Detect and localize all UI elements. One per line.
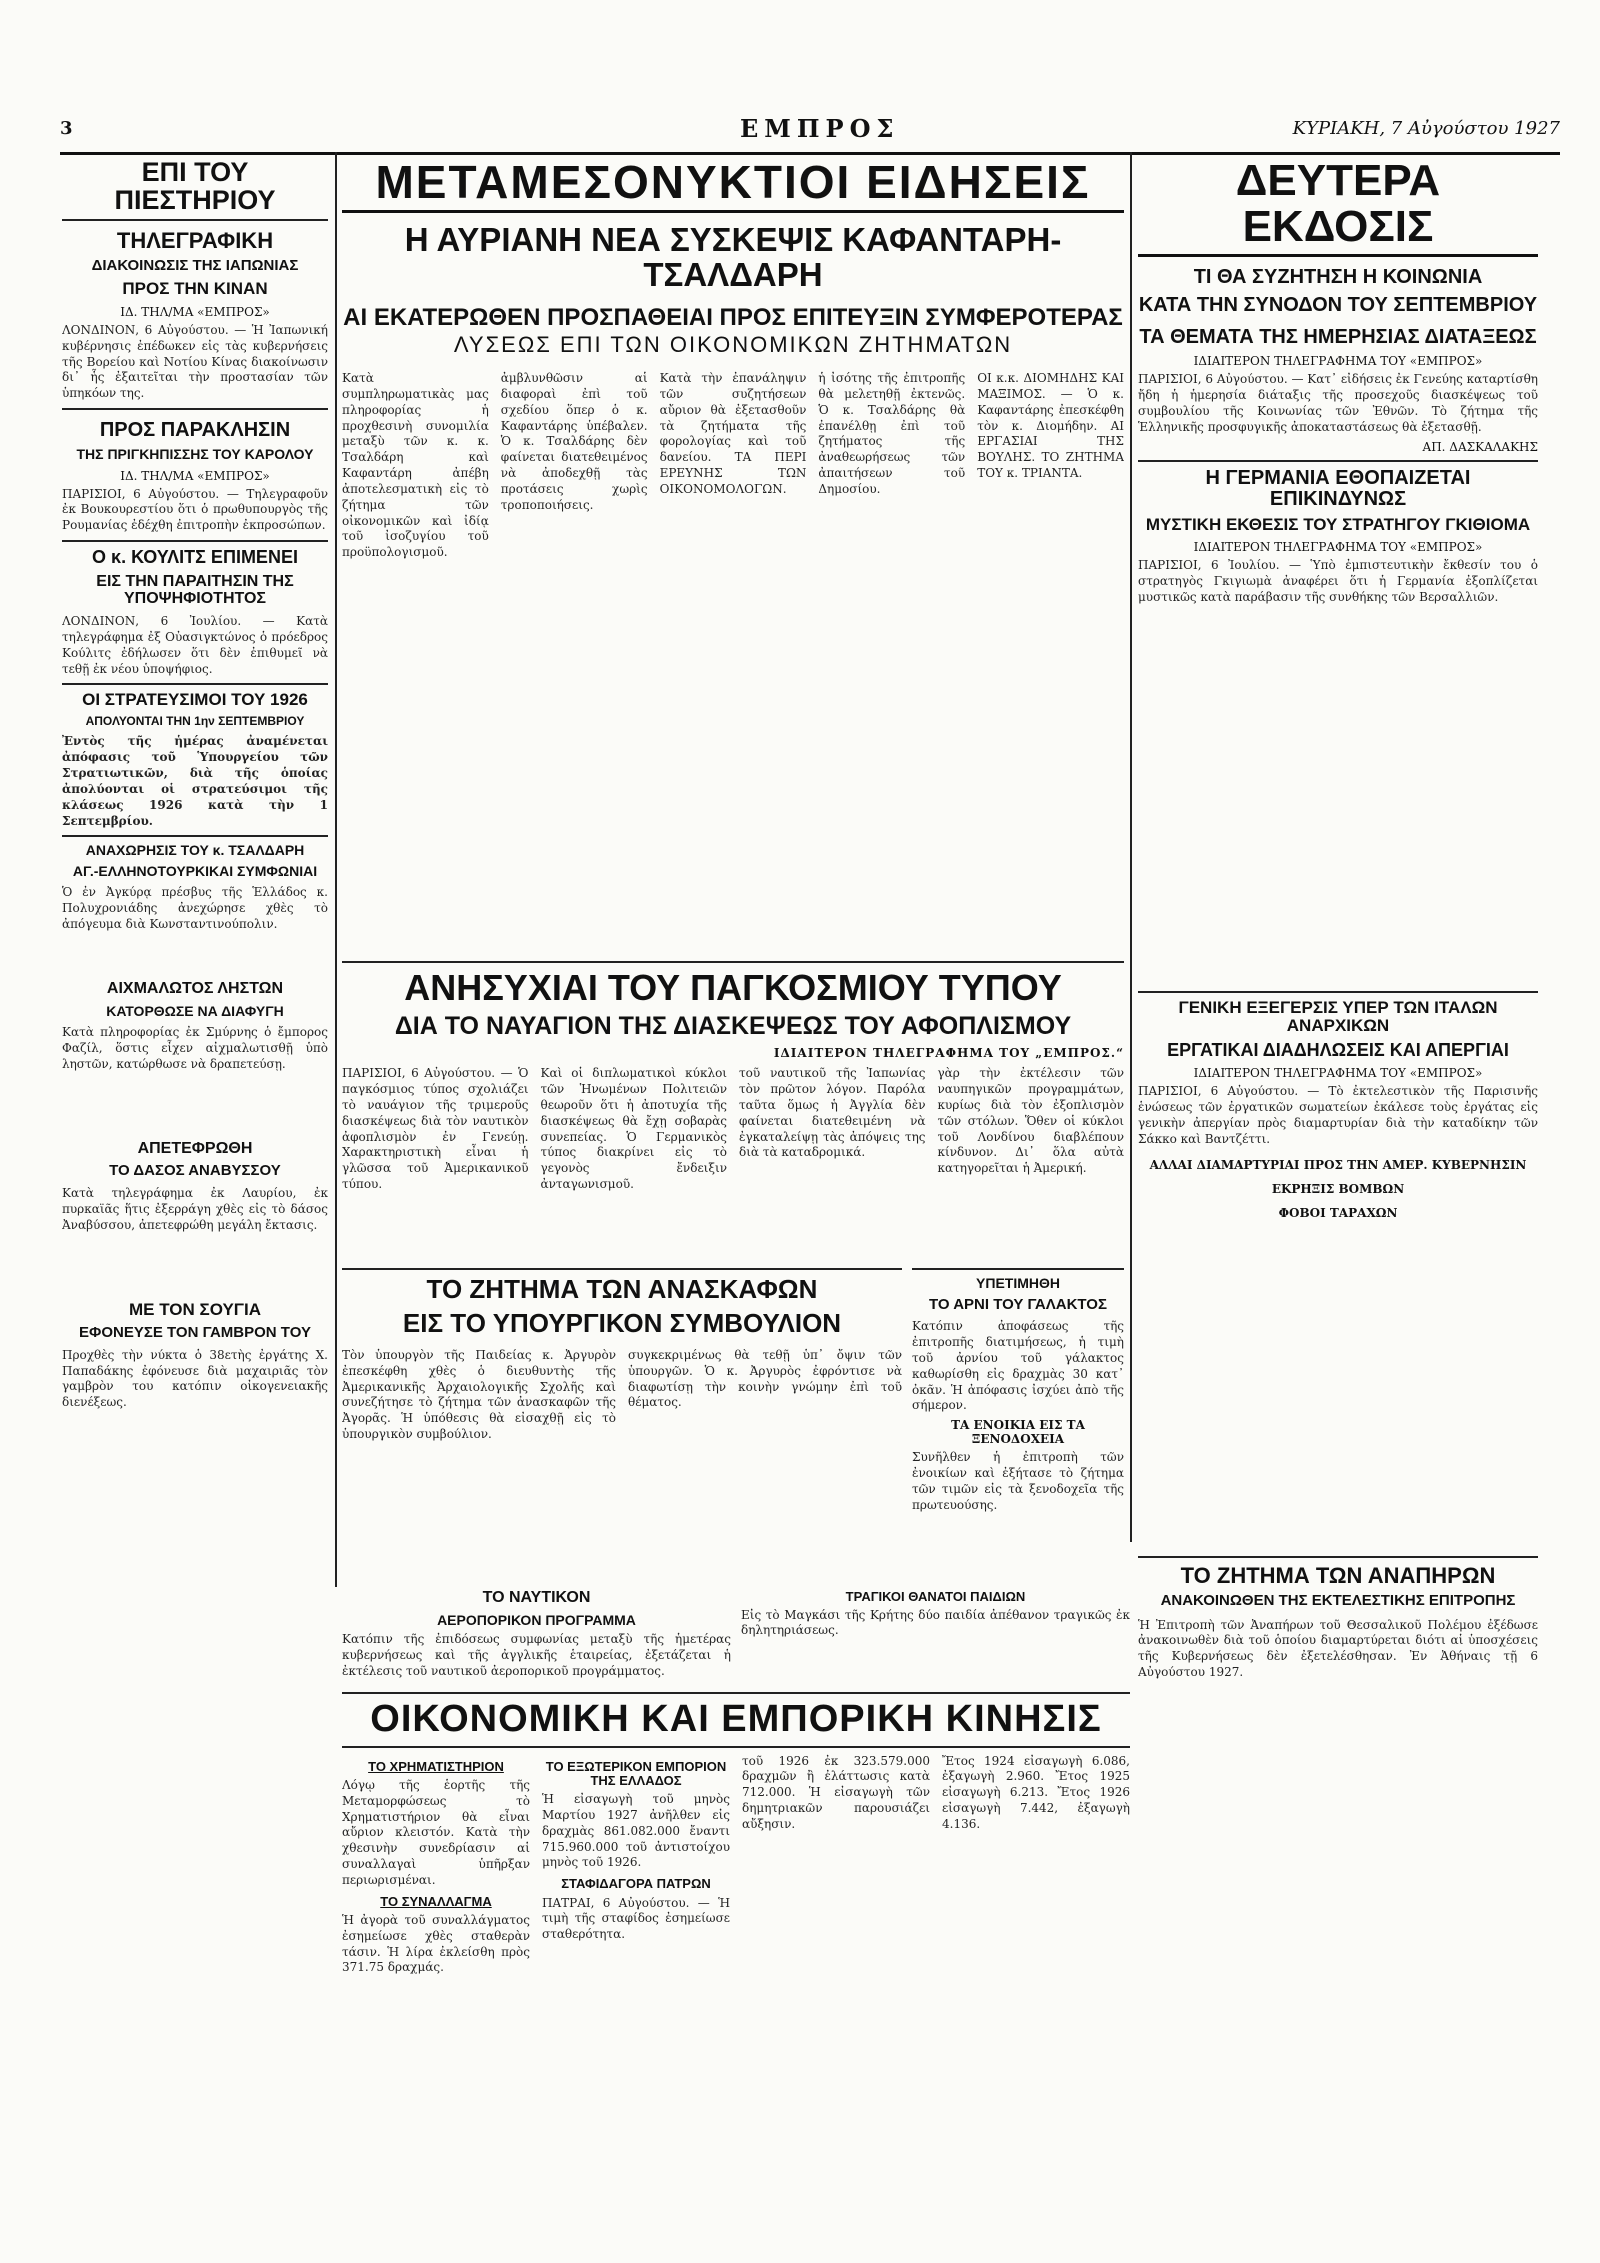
article-title: ΟΙ ΣΤΡΑΤΕΥΣΙΜΟΙ ΤΟΥ 1926 [82,690,308,710]
signature: ΑΠ. ΔΑΣΚΑΛΑΚΗΣ [1422,439,1538,454]
excav-columns [342,1348,902,1443]
article-body: Ἐντὸς τῆς ἡμέρας ἀναμένεται ἀπόφασις τοῦ Ὑπουργείου τῶν Στρατιωτικῶν, διὰ τῆς ὁποίας ἀπολύονται οἱ στρατεύσιμοι τῆς κλάσεως 1926 κατὰ τὴν 1 Σεπτεμβρίου. [62,734,328,828]
article-subtitle: ΑΠΟΛΥΟΝΤΑΙ ΤΗΝ 1ην ΣΕΠΤΕΜΒΡΙΟΥ [85,714,305,729]
article-title: ΤΗΛΕΓΡΑΦΙΚΗ [116,227,274,253]
dateline: ΙΔΙΑΙΤΕΡΟΝ ΤΗΛΕΓΡΑΦΗΜΑ ΤΟΥ «ΕΜΠΡΟΣ» [1193,354,1483,369]
article-body: Ἡ ἀγορὰ τοῦ συναλλάγματος ἐσημείωσε χθὲς σταθερὰν τάσιν. Ἡ λίρα ἐκλείσθη πρὸς 371.75 δραχμάς. [342,1912,530,1975]
article-body: Κατόπιν τῆς ἐπιδόσεως συμφωνίας μεταξὺ τῆς ἡμετέρας κυβερνήσεως καὶ τῆς ἀγγλικῆς ἑταιρείας, ἐξετάζεται ἡ ἐκτέλεσις τοῦ ναυτικοῦ ἀεροπορικοῦ προγράμματος. [342,1632,731,1678]
disarmament-story [342,955,1124,1255]
article-body: Λόγῳ τῆς ἑορτῆς τῆς Μεταμορφώσεως τὸ Χρηματιστήριον θὰ εἶναι αὔριον κλειστόν. Κατὰ τὴν χθεσινὴν συνεδρίασιν αἱ συναλλαγαὶ ὑπῆρξαν περιωρισμέναι. [342,1777,530,1887]
article-body: Κατὰ πληροφορίας ἐκ Σμύρνης ὁ ἔμπορος Φαζίλ, ὅστις εἶχεν αἰχμαλωτισθῇ ὑπὸ ληστῶν, κατώρθωσε νὰ δραπετεύσῃ. [62,1025,328,1071]
naval-program [342,1590,731,1680]
newspaper-name: ΕΜΠΡΟΣ [740,114,900,143]
article-subtitle: ΚΑΤΟΡΘΩΣΕ ΝΑ ΔΙΑΦΥΓΗ [106,1002,284,1019]
econ-column [742,1754,930,1977]
main-column-text: Κατὰ τὴν ἐπανάληψιν τῶν συζητήσεων αὔριον θὰ ἐξετασθοῦν τὰ ζητήματα τῆς φορολογίας καὶ τοῦ δανείου. ΤΑ ΠΕΡΙ ΕΡΕΥΝΗΣ ΤΩΝ ΟΙΚΟΝΟΜΟΛΟΓΩΝ. [659,371,807,496]
article-body: Κατὰ τηλεγράφημα ἐκ Λαυρίου, ἐκ πυρκαϊᾶς ἥτις ἐξερράγη χθὲς εἰς τὸ δάσος Ἀναβύσσου, ἀπετεφρώθη μεγάλη ἔκτασις. [62,1185,328,1232]
article-title: ΤΟ ΝΑΥΤΙΚΟΝ [482,1590,591,1606]
article-body: τοῦ 1926 ἐκ 323.579.000 δραχμῶν ἢ ἐλάττωσις κατὰ 712.000. Ἡ εἰσαγωγὴ τῶν δημητριακῶν παρουσιάζει αὔξησιν. [742,1753,930,1831]
economic-banner: ΟΙΚΟΝΟΜΙΚΗ ΚΑΙ ΕΜΠΟΡΙΚΗ ΚΙΝΗΣΙΣ [370,1697,1102,1740]
divider [62,835,328,837]
article-subtitle: ΕΡΓΑΤΙΚΑΙ ΔΙΑΔΗΛΩΣΕΙΣ ΚΑΙ ΑΠΕΡΓΙΑΙ [1167,1039,1509,1060]
article-subtitle: ΕΙΣ ΤΗΝ ΠΑΡΑΙΤΗΣΙΝ ΤΗΣ ΥΠΟΨΗΦΙΟΤΗΤΟΣ [96,572,294,608]
main-columns [342,371,1124,561]
divider [62,408,328,410]
article-subtitle: ΤΟ ΑΡΝΙ ΤΟΥ ΓΑΛΑΚΤΟΣ [929,1295,1107,1313]
divider [62,683,328,685]
article-subtitle: ΑΕΡΟΠΟΡΙΚΟΝ ΠΡΟΓΡΑΜΜΑ [437,1611,636,1628]
article-title: ΑΙΧΜΑΛΩΤΟΣ ΛΗΣΤΩΝ [106,979,284,997]
article-body: Κατόπιν ἀποφάσεως τῆς ἐπιτροπῆς διατιμήσεως, ἡ τιμὴ τοῦ ἀρνίου τοῦ γάλακτος καθωρίσθη εἰς δραχμὰς 30 κατ᾽ ὀκᾶν. Ἡ ἀπόφασις ἰσχύει ἀπὸ τῆς σήμερον. [912,1319,1124,1413]
divider [1138,991,1538,993]
article-subtitle: ΔΙΑΚΟΙΝΩΣΙΣ ΤΗΣ ΙΑΠΩΝΙΑΣ [91,256,299,274]
article-subtitle: ΠΡΟΣ ΤΗΝ ΚΙΝΑΝ [122,279,268,299]
masthead [60,112,1560,155]
article-subtitle: ΑΓ.-ΕΛΛΗΝΟΤΟΥΡΚΙΚΑΙ ΣΥΜΦΩΝΙΑΙ [72,863,318,880]
strikes-story [1138,985,1538,1545]
article-body: ΠΑΡΙΣΙΟΙ, 6 Αὐγούστου. — Κατ᾽ εἰδήσεις ἐκ Γενεύης καταρτίσθη ἤδη ἡ ἡμερησία διάταξις τῆς προσεχοῦς διασκέψεως τοῦ συμβουλίου τῆς Κοινωνίας τῶν Ἐθνῶν. Τὸ ζήτημα τῆς Ἑλληνικῆς προσφυγικῆς ἀποκαταστάσεως θὰ ἐξετασθῇ. [1138,372,1538,434]
divider [342,1268,902,1270]
left-column-header: ΕΠΙ ΤΟΥ ΠΙΕΣΤΗΡΙΟΥ [62,158,328,221]
article-title: ΤΙ ΘΑ ΣΥΖΗΤΗΣΗ Η ΚΟΙΝΩΝΙΑ [1193,266,1483,289]
article-subtitle: ΤΟ ΔΑΣΟΣ ΑΝΑΒΥΣΣΟΥ [109,1162,281,1180]
article-body: ΠΑΡΙΣΙΟΙ, 6 Ἰουλίου. — Ὑπὸ ἐμπιστευτικὴν ἔκθεσίν του ὁ στρατηγὸς Γκιγιωμὰ ἀναφέρει ὅτι ἡ Γερμανία ἐξοπλίζεται μυστικῶς κατὰ παράβασιν τῆς συνθήκης τῶν Βερσαλλιῶν. [1138,558,1538,605]
article-subtitle: ΤΗΣ ΠΡΙΓΚΗΠΙΣΣΗΣ ΤΟΥ ΚΑΡΟΛΟΥ [76,446,314,463]
column-text: Τὸν ὑπουργὸν τῆς Παιδείας κ. Ἀργυρὸν ἐπεσκέφθη χθὲς ὁ διευθυντὴς τῆς Ἀμερικανικῆς Ἀρχαιολογικῆς Σχολῆς καὶ συνεζήτησε τὸ ζήτημα τῶν ἀνασκαφῶν τῆς Ἀγορᾶς. Ἡ ὑπόθεσις θὰ εἰσαχθῇ εἰς τὸ ὑπουργικὸν συμβούλιον. [342,1347,616,1442]
lamb-price-story [912,1262,1124,1582]
article-body: Ἔτος 1924 εἰσαγωγὴ 6.086, ἐξαγωγὴ 2.960. Ἔτος 1925 εἰσαγωγὴ 6.213. Ἔτος 1926 εἰσαγωγὴ 7.442, ἐξαγωγὴ 4.136. [942,1753,1130,1831]
article-title: ΤΡΑΓΙΚΟΙ ΘΑΝΑΤΟΙ ΠΑΙΔΙΩΝ [845,1590,1026,1604]
article-subtitle: ΕΙΣ ΤΟ ΥΠΟΥΡΓΙΚΟΝ ΣΥΜΒΟΥΛΙΟΝ [402,1308,842,1339]
naval-paleon-row [342,1590,1130,1680]
article-body: ΠΑΤΡΑΙ, 6 Αὐγούστου. — Ἡ τιμὴ τῆς σταφίδος ἐσημείωσε σταθερότητα. [542,1895,730,1942]
economic-section [342,1590,1130,2230]
article-body: ΠΑΡΙΣΙΟΙ, 6 Αὐγούστου. — Τηλεγραφοῦν ἐκ Βουκουρεστίου ὅτι ὁ πρωθυπουργὸς τῆς Ρουμανίας ἐδέχθη ἐπιτροπὴν ἐκπροσώπων. [62,486,328,533]
article-subtitle: ΔΙΑ ΤΟ ΝΑΥΑΓΙΟΝ ΤΗΣ ΔΙΑΣΚΕΨΕΩΣ ΤΟΥ ΑΦΟΠΛΙΣΜΟΥ [394,1011,1072,1040]
invalids-story [1138,1550,1538,2220]
dateline: ΙΔΙΑΙΤΕΡΟΝ ΤΗΛΕΓΡΑΦΗΜΑ ΤΟΥ «ΕΜΠΡΟΣ» [1193,1066,1483,1081]
article-title: Η ΓΕΡΜΑΝΙΑ ΕΘΟΠΑΙΖΕΤΑΙ ΕΠΙΚΙΝΔΥΝΩΣ [1205,466,1471,510]
article-body: Ἡ εἰσαγωγὴ τοῦ μηνὸς Μαρτίου 1927 ἀνῆλθεν εἰς δραχμὰς 861.082.000 ἔναντι 715.960.000 τοῦ ἀντιστοίχου μηνὸς τοῦ 1926. [542,1792,730,1870]
article-subtitle: ΜΥΣΤΙΚΗ ΕΚΘΕΣΙΣ ΤΟΥ ΣΤΡΑΤΗΓΟΥ ΓΚΙΘΙΟΜΑ [1145,514,1531,534]
economic-columns [342,1754,1130,1977]
divider [1138,460,1538,462]
main-column-text: ἡ ἰσότης τῆς ἐπιτροπῆς θὰ μελετηθῇ ἐκτενῶς. Ὁ κ. Τσαλδάρης θὰ ἐπανέλθῃ ἐπὶ τοῦ ζητήματος τῆς ἀναθεωρήσεως τῶν ἀπαιτήσεων τοῦ Δημοσίου. [818,371,966,496]
column-text: τοῦ ναυτικοῦ τῆς Ἰαπωνίας τὸν πρῶτον λόγον. Παρόλα ταῦτα ὅμως ἡ Ἀγγλία δὲν φαίνεται διατεθειμένη νὰ ἐγκαταλείψῃ τὰς ἀπόψεις της διὰ τὰ καταδρομικά. [739,1066,926,1160]
column-text: Καὶ οἱ διπλωματικοὶ κύκλοι τῶν Ἡνωμένων Πολιτειῶν θεωροῦν ὅτι ἡ ἀποτυχία τῆς διασκέψεως θὰ ἔχῃ σοβαρὰς συνεπείας. Ὁ Γερμανικὸς τύπος διακρίνει εἰς τὸ γεγονὸς ἔνδειξιν ἀνταγωνισμοῦ. [540,1066,727,1192]
econ-column [942,1754,1130,1977]
article-body: ΛΟΝΔΙΝΟΝ, 6 Αὐγούστου. — Ἡ Ἰαπωνική κυβέρνησις ἐπέδωκεν εἰς τὰς κυβερνήσεις τῆς Βορείου καὶ Νοτίου Κίνας διακοίνωσιν δι᾽ ἧς ἐξαιτεῖται τὴν προστασίαν τῶν ὑπηκόων της. [62,322,328,401]
article-subtitle: ΑΝΑΚΟΙΝΩΘΕΝ ΤΗΣ ΕΚΤΕΛΕΣΤΙΚΗΣ ΕΠΙΤΡΟΠΗΣ [1160,1592,1516,1610]
dateline: ΙΔ. ΤΗΛ/ΜΑ «ΕΜΠΡΟΣ» [120,304,270,319]
main-headline: Η ΑΥΡΙΑΝΗ ΝΕΑ ΣΥΣΚΕΨΙΣ ΚΑΦΑΝΤΑΡΗ-ΤΣΑΛΔΑΡΗ [404,221,1062,293]
dateline: ΙΔΙΑΙΤΕΡΟΝ ΤΗΛΕΓΡΑΦΗΜΑ ΤΟΥ „ΕΜΠΡΟΣ.“ [773,1046,1124,1061]
article-title: ΜΕ ΤΟΝ ΣΟΥΓΙΑ [128,1300,262,1320]
dateline: ΙΔΙΑΙΤΕΡΟΝ ΤΗΛΕΓΡΑΦΗΜΑ ΤΟΥ «ΕΜΠΡΟΣ» [1193,540,1483,555]
article-title: ΤΟ ΖΗΤΗΜΑ ΤΩΝ ΑΝΑΣΚΑΦΩΝ [426,1274,818,1304]
second-edition-banner: ΔΕΥΤΕΡΑ ΕΚΔΟΣΙΣ [1138,158,1538,257]
article-subtitle: ΚΑΤΑ ΤΗΝ ΣΥΝΟΔΟΝ ΤΟΥ ΣΕΠΤΕΜΒΡΙΟΥ [1138,294,1538,317]
divider [342,961,1124,963]
column-text: ΠΑΡΙΣΙΟΙ, 6 Αὐγούστου. — Ὁ παγκόσμιος τύπος σχολιάζει τὸ ναυάγιον τῆς τριμεροῦς διασκέψεως διὰ τὸν ναυτικὸν ἀφοπλισμὸν ἐν Γενεύῃ. Χαρακτηριστικὴ εἶναι ἡ γλῶσσα τοῦ Ἀμερικανικοῦ τύπου. [342,1066,529,1192]
left-column [62,158,328,2228]
section-subhead: ΤΟ ΣΥΝΑΛΛΑΓΜΑ [380,1893,492,1909]
article-title: ΑΝΑΧΩΡΗΣΙΣ ΤΟΥ κ. ΤΣΑΛΔΑΡΗ [85,842,305,859]
econ-column [542,1754,730,1977]
column-rule [335,152,337,1587]
main-subhead: ΛΥΣΕΩΣ ΕΠΙ ΤΩΝ ΟΙΚΟΝΟΜΙΚΩΝ ΖΗΤΗΜΑΤΩΝ [453,331,1013,357]
article-body: Εἰς τὸ Μαγκάσι τῆς Κρήτης δύο παιδία ἀπέθανον τραγικῶς ἐκ δηλητηριάσεως. [741,1607,1130,1638]
paleon-story [741,1590,1130,1680]
article-subtitle: ΕΦΟΝΕΥΣΕ ΤΟΝ ΓΑΜΒΡΟΝ ΤΟΥ [79,1324,311,1342]
article-body: Ὁ ἐν Ἀγκύρᾳ πρέσβυς τῆς Ἑλλάδος κ. Πολυχρονιάδης ἀνεχώρησε χθὲς τὸ ἀπόγευμα διὰ Κωνσταντινούπολιν. [62,885,328,932]
main-column-text: Κατὰ συμπληρωματικὰς μας πληροφορίας ἡ προχθεσινὴ συνομιλία μεταξὺ τῶν κ. κ. Τσαλδάρη καὶ Καφαντάρη ἀπέβη ἀποτελεσματικὴ εἰς τὸ ζήτημα τῶν οἰκονομικῶν καὶ ἰδίᾳ τοῦ ἰσοζυγίου τοῦ προϋπολογισμοῦ. [342,371,489,560]
issue-date: ΚΥΡΙΑΚΗ, 7 Αὐγούστου 1927 [1292,118,1560,139]
section-subhead: ΤΟ ΕΞΩΤΕΡΙΚΟΝ ΕΜΠΟΡΙΟΝ ΤΗΣ ΕΛΛΑΔΟΣ [545,1758,727,1788]
article-subtitle: ΤΑ ΘΕΜΑΤΑ ΤΗΣ ΗΜΕΡΗΣΙΑΣ ΔΙΑΤΑΞΕΩΣ [1139,326,1537,349]
main-banner: ΜΕΤΑΜΕΣΟΝΥΚΤΙΟΙ ΕΙΔΗΣΕΙΣ [342,158,1124,213]
article-title: ΑΝΗΣΥΧΙΑΙ ΤΟΥ ΠΑΓΚΟΣΜΙΟΥ ΤΥΠΟΥ [404,967,1062,1008]
divider [342,1692,1130,1694]
article-body: ΛΟΝΔΙΝΟΝ, 6 Ἰουλίου. — Κατὰ τηλεγράφημα ἐξ Οὐασιγκτώνος ὁ πρόεδρος Κούλιτς ἐδήλωσεν ὅτι δὲν ἐπιθυμεῖ νὰ τεθῇ ἐκ νέου ὑποψήφιος. [62,614,328,676]
divider [62,540,328,542]
column-rule [1130,152,1132,1542]
article-title: Ο κ. ΚΟΥΛΙΤΣ ΕΠΙΜΕΝΕΙ [92,546,298,567]
main-column-text: ΟΙ κ.κ. ΔΙΟΜΗΔΗΣ ΚΑΙ ΜΑΞΙΜΟΣ. — Ὁ κ. Καφαντάρης ἐπεσκέφθη τὸν κ. Διομήδην. ΑΙ ΕΡΓΑΣΙΑΙ ΤΗΣ ΒΟΥΛΗΣ. ΤΟ ΖΗΤΗΜΑ ΤΟΥ κ. ΤΡΙΑΝΤΑ. [977,371,1124,481]
article-body: Προχθὲς τὴν νύκτα ὁ 38ετὴς ἐργάτης Χ. Παπαδάκης ἐφόνευσε διὰ μαχαιριᾶς τὸν γαμβρὸν του κατόπιν οἰκογενειακῆς διενέξεως. [62,1347,328,1410]
article-body: ΠΑΡΙΣΙΟΙ, 6 Αὐγούστου. — Τὸ ἐκτελεστικὸν τῆς Παρισινῆς ἑνώσεως τῶν ἐργατικῶν σωματείων ἐκάλεσε τοὺς ἐργάτας εἰς γενικὴν ἀπεργίαν πρὸς διαμαρτυρίαν διὰ τὴν καταδίκην τῶν Σάκκο καὶ Βαντζέττι. [1138,1084,1538,1146]
second-edition [1138,158,1538,978]
excavations-story [342,1262,902,1582]
dateline: ΙΔ. ΤΗΛ/ΜΑ «ΕΜΠΡΟΣ» [120,468,270,483]
column-text: γὰρ τὴν ἐκτέλεσιν τῶν ναυπηγικῶν προγραμμάτων, κυρίως διὰ τὸν ἐξοπλισμὸν τῶν στόλων. Ὅθεν οἱ κύκλοι τοῦ Λονδίνου διαβλέπουν κίνδυνον. Δι᾽ ὅλα αὐτὰ κατηγορεῖται ἡ Ἀμερική. [937,1066,1124,1176]
divider [1138,1556,1538,1558]
econ-column [342,1754,530,1977]
article-title: ΠΡΟΣ ΠΑΡΑΚΛΗΣΙΝ [99,419,291,442]
article-body: Ἡ Ἐπιτροπὴ τῶν Ἀναπήρων τοῦ Θεσσαλικοῦ Πολέμου ἐξέδωσε ἀνακοινωθὲν διὰ τοῦ ὁποίου διαμαρτύρεται διότι αἱ ὑποσχέσεις τῆς Κυβερνήσεως δὲν ἐξετελέσθησαν. Ἐν Ἀθήναις τῇ 6 Αὐγούστου 1927. [1138,1617,1538,1680]
main-column-text: ἀμβλυνθῶσιν αἱ διαφοραὶ ἐπὶ τοῦ σχεδίου ὅπερ ὁ κ. Καφαντάρης ὑπέβαλεν. Ὁ κ. Τσαλδάρης δὲν φαίνεται διατεθειμένος νὰ ἀποδεχθῇ τὰς προτάσεις χωρὶς τροποποιήσεις. [500,371,648,512]
divider [342,1746,1130,1748]
article-title: ΥΠΕΤΙΜΗΘΗ [976,1275,1060,1291]
page-number: 3 [60,118,73,139]
main-story [342,158,1124,948]
main-subhead: ΑΙ ΕΚΑΤΕΡΩΘΕΝ ΠΡΟΣΠΑΘΕΙΑΙ ΠΡΟΣ ΕΠΙΤΕΥΞΙΝ ΣΥΜΦΕΡΟΤΕΡΑΣ [343,303,1123,331]
article-title: ΤΟ ΖΗΤΗΜΑ ΤΩΝ ΑΝΑΠΗΡΩΝ [1180,1563,1496,1588]
section-subhead: ΤΑ ΕΝΟΙΚΙΑ ΕΙΣ ΤΑ ΞΕΝΟΔΟΧΕΙΑ [951,1418,1085,1447]
section-subhead: ΕΚΡΗΞΙΣ ΒΟΜΒΩΝ [1271,1181,1405,1196]
article-title: ΓΕΝΙΚΗ ΕΞΕΓΕΡΣΙΣ ΥΠΕΡ ΤΩΝ ΙΤΑΛΩΝ ΑΝΑΡΧΙΚΩΝ [1178,998,1498,1035]
article-title: ΑΠΕΤΕΦΡΩΘΗ [137,1139,253,1157]
disarm-columns [342,1066,1124,1193]
section-subhead: ΣΤΑΦΙΔΑΓΟΡΑ ΠΑΤΡΩΝ [561,1876,711,1892]
divider [912,1268,1124,1270]
column-text: συγκεκριμένως θὰ τεθῇ ὑπ᾽ ὄψιν τῶν ὑπουργῶν. Ὁ κ. Ἀργυρὸς ἐφρόντισε νὰ διαφωτίσῃ τὴν κοινὴν γνώμην ἐπὶ τοῦ θέματος. [628,1347,902,1410]
section-subhead: ΦΟΒΟΙ ΤΑΡΑΧΩΝ [1278,1205,1398,1220]
section-subhead: ΤΟ ΧΡΗΜΑΤΙΣΤΗΡΙΟΝ [368,1758,504,1774]
article-body: Συνῆλθεν ἡ ἐπιτροπὴ τῶν ἐνοικίων καὶ ἐξήτασε τὸ ζήτημα τῶν τιμῶν εἰς τὰ ξενοδοχεῖα τῆς πρωτευούσης. [912,1450,1124,1512]
section-subhead: ΑΛΛΑΙ ΔΙΑΜΑΡΤΥΡΙΑΙ ΠΡΟΣ ΤΗΝ ΑΜΕΡ. ΚΥΒΕΡΝΗΣΙΝ [1149,1157,1527,1172]
